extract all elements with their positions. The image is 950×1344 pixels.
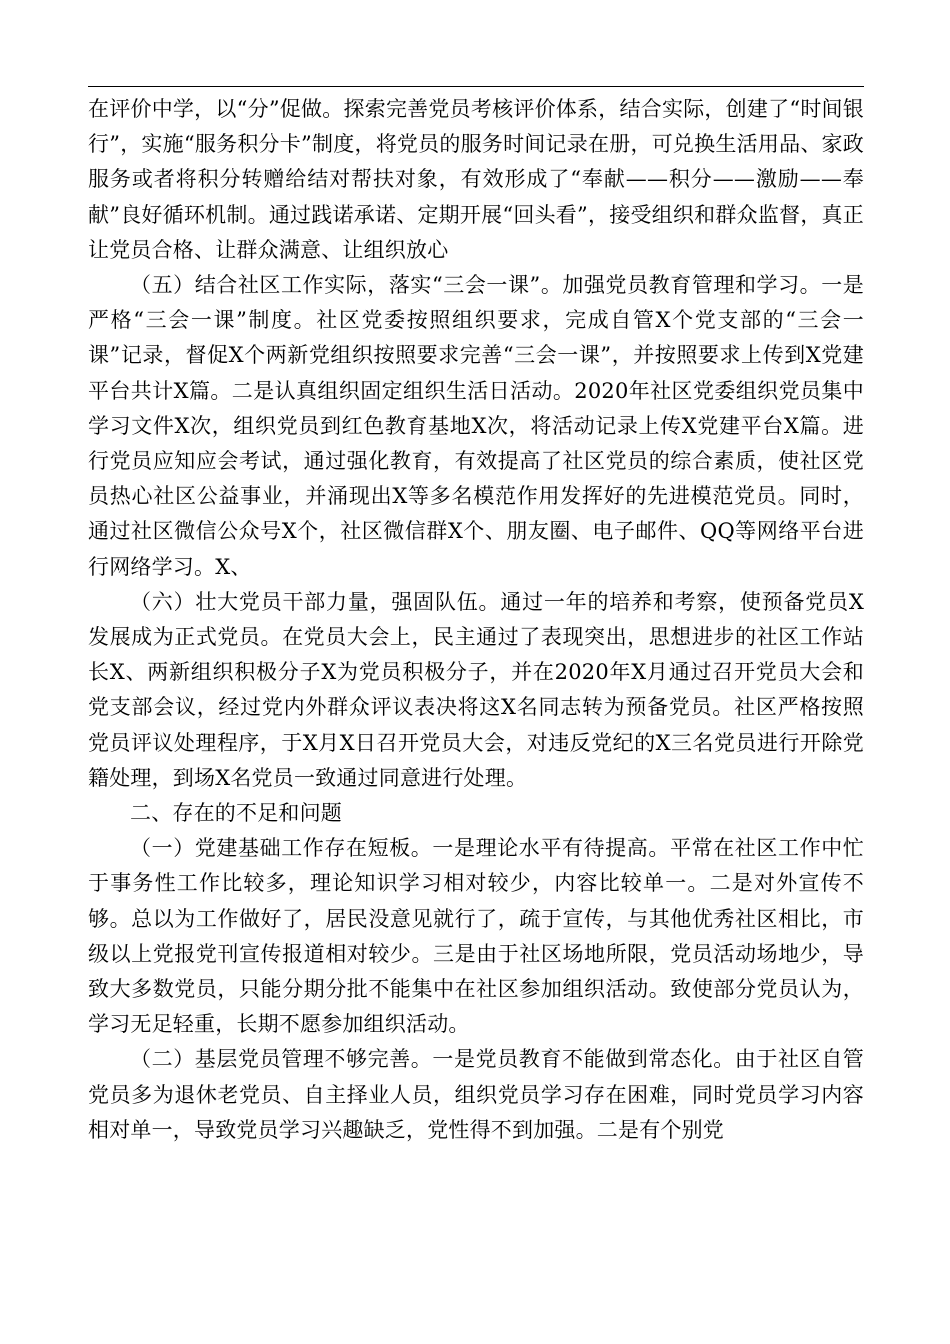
paragraph-problem-two: （二）基层党员管理不够完善。一是党员教育不能做到常态化。由于社区自管党员多为退休老党员、自主择业人员，组织党员学习存在困难，同时党员学习内容相对单一，导致党员学习兴趣缺乏，党性得不到加强。二是有个别党 [88,1047,864,1142]
paragraph-section-six: （六）壮大党员干部力量，强固队伍。通过一年的培养和考察，使预备党员X发展成为正式党员。在党员大会上，民主通过了表现突出，思想进步的社区工作站长X、两新组织积极分子X为党员积极分子，并在2020年X月通过召开党员大会和党支部会议，经过党内外群众评议表决将这X名同志转为预备党员。社区严格按照党员评议处理程序，于X月X日召开党员大会，对违反党纪的X三名党员进行开除党籍处理，到场X名党员一致通过同意进行处理。 [88,589,864,790]
paragraph-section-five: （五）结合社区工作实际，落实“三会一课”。加强党员教育管理和学习。一是严格“三会一课”制度。社区党委按照组织要求，完成自管X个党支部的“三会一课”记录，督促X个两新党组织按照要求完善“三会一课”，并按照要求上传到X党建平台共计X篇。二是认真组织固定组织生活日活动。2020年社区党委组织党员集中学习文件X次，组织党员到红色教育基地X次，将活动记录上传X党建平台X篇。进行党员应知应会考试，通过强化教育，有效提高了社区党员的综合素质，使社区党员热心社区公益事业，并涌现出X等多名模范作用发挥好的先进模范党员。同时，通过社区微信公众号X个，社区微信群X个、朋友圈、电子邮件、QQ等网络平台进行网络学习。X、 [88,273,864,579]
section-heading-problems: 二、存在的不足和问题 [130,801,342,826]
paragraph-continuation: 在评价中学，以“分”促做。探索完善党员考核评价体系，结合实际，创建了“时间银行”，实施“服务积分卡”制度，将党员的服务时间记录在册，可兑换生活用品、家政服务或者将积分转赠给结对帮扶对象，有效形成了“奉献——积分——激励——奉献”良好循环机制。通过践诺承诺、定期开展“回头看”，接受组织和群众监督，真正让党员合格、让群众满意、让组织放心 [88,97,864,262]
header-rule [88,86,864,87]
paragraph-problem-one: （一）党建基础工作存在短板。一是理论水平有待提高。平常在社区工作中忙于事务性工作比较多，理论知识学习相对较少，内容比较单一。二是对外宣传不够。总以为工作做好了，居民没意见就行了，疏于宣传，与其他优秀社区相比，市级以上党报党刊宣传报道相对较少。三是由于社区场地所限，党员活动场地少，导致大多数党员，只能分期分批不能集中在社区参加组织活动。致使部分党员认为，学习无足轻重，长期不愿参加组织活动。 [88,836,864,1037]
document-body [88,92,864,1148]
